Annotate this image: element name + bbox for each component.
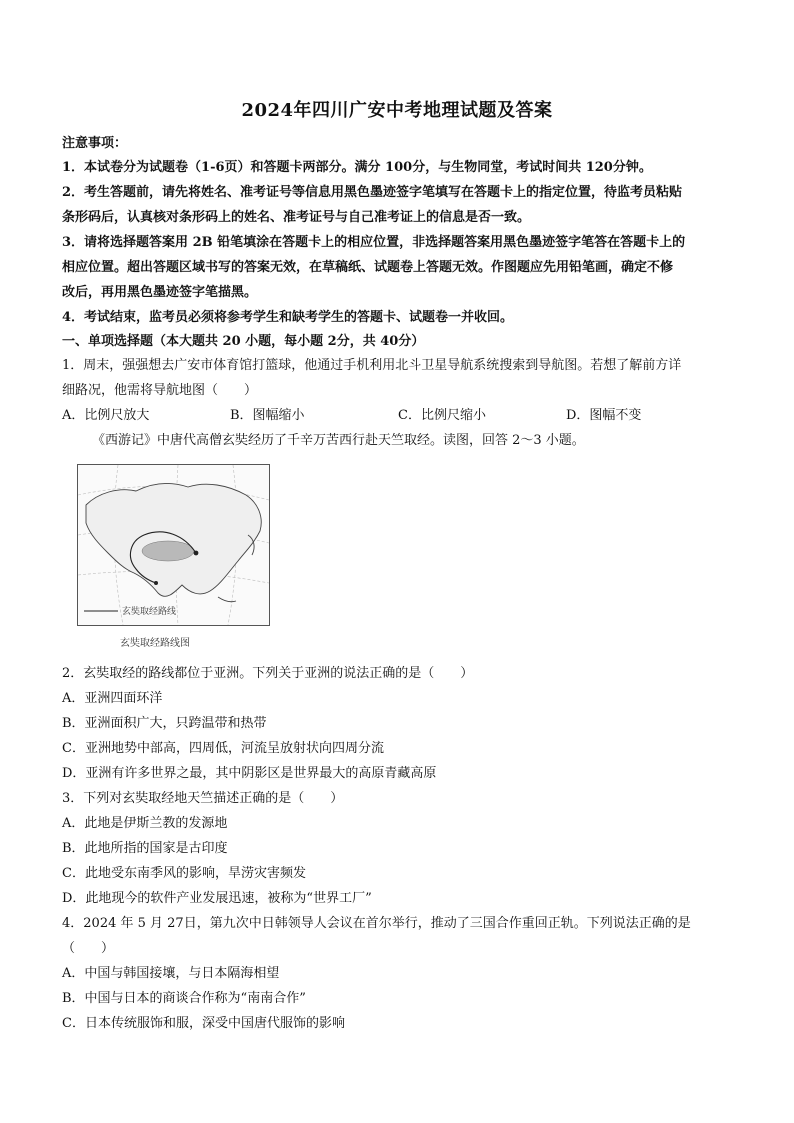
q1-stem-cont: 细路况，他需将导航地图（ ） bbox=[62, 383, 258, 398]
note-line: 2．考生答题前，请先将姓名、准考证号等信息用黑色墨迹签字笔填写在答题卡上的指定位置，待监考员粘贴 bbox=[62, 185, 683, 200]
q3-option-c: C．此地受东南季风的影响，旱涝灾害频发 bbox=[62, 866, 306, 881]
note-line: 3．请将选择题答案用 2B 铅笔填涂在答题卡上的相应位置，非选择题答案用黑色墨迹签字笔答在答题卡上的 bbox=[62, 235, 686, 250]
q2-option-c: C．亚洲地势中部高，四周低，河流呈放射状向四周分流 bbox=[62, 741, 384, 756]
q1-option-a: A．比例尺放大 bbox=[62, 408, 150, 423]
q1-option-b: B．图幅缩小 bbox=[230, 408, 305, 423]
section-heading: 一、单项选择题（本大题共 20 小题，每小题 2分，共 40分） bbox=[62, 334, 425, 349]
q3-option-b: B．此地所指的国家是古印度 bbox=[62, 841, 228, 856]
q3-option-d: D．此地现今的软件产业发展迅速，被称为“世界工厂” bbox=[62, 891, 372, 906]
q3-stem: 3．下列对玄奘取经地天竺描述正确的是（ ） bbox=[62, 791, 344, 806]
note-line: 相应位置。超出答题区域书写的答案无效，在草稿纸、试题卷上答题无效。作图题应先用铅笔画，确定不修 bbox=[62, 260, 674, 275]
q4-stem-cont: （ ） bbox=[62, 941, 115, 956]
q2-option-b: B．亚洲面积广大，只跨温带和热带 bbox=[62, 716, 267, 731]
q2-option-a: A．亚洲四面环洋 bbox=[62, 691, 163, 706]
q1-stem: 1．周末，强强想去广安市体育馆打篮球，他通过手机利用北斗卫星导航系统搜索到导航图。若想了解前方详 bbox=[62, 358, 682, 373]
note-line: 4．考试结束，监考员必须将参考学生和缺考学生的答题卡、试题卷一并收回。 bbox=[62, 310, 514, 325]
q1-option-c: C．比例尺缩小 bbox=[398, 408, 486, 423]
q4-option-c: C．日本传统服饰和服，深受中国唐代服饰的影响 bbox=[62, 1016, 345, 1031]
q2-stem: 2．玄奘取经的路线都位于亚洲。下列关于亚洲的说法正确的是（ ） bbox=[62, 666, 474, 681]
q4-option-b: B．中国与日本的商谈合作称为“南南合作” bbox=[62, 991, 306, 1006]
asia-map-figure bbox=[78, 465, 269, 625]
changan-marker bbox=[194, 551, 199, 556]
tianzhu-marker bbox=[154, 581, 158, 585]
note-line: 1．本试卷分为试题卷（1-6页）和答题卡两部分。满分 100分，与生物同堂，考试时间共 120分钟。 bbox=[62, 160, 652, 175]
q2-option-d: D．亚洲有许多世界之最，其中阴影区是世界最大的高原青藏高原 bbox=[62, 766, 437, 781]
q4-option-a: A．中国与韩国接壤，与日本隔海相望 bbox=[62, 966, 280, 981]
q4-stem: 4．2024 年 5 月 27日，第九次中日韩领导人会议在首尔举行，推动了三国合作重回正轨。下列说法正确的是 bbox=[62, 916, 691, 931]
note-line: 条形码后，认真核对条形码上的姓名、准考证号与自己准考证上的信息是否一致。 bbox=[62, 210, 531, 225]
q3-option-a: A．此地是伊斯兰教的发源地 bbox=[62, 816, 228, 831]
map-legend: 玄奘取经路线 bbox=[122, 607, 177, 617]
q1-option-d: D．图幅不变 bbox=[566, 408, 642, 423]
note-line: 改后，再用黑色墨迹签字笔描黑。 bbox=[62, 285, 258, 300]
page-title: 2024年四川广安中考地理试题及答案 bbox=[241, 100, 553, 121]
map-caption: 玄奘取经路线图 bbox=[120, 638, 190, 649]
q2-3-intro: 《西游记》中唐代高僧玄奘经历了千辛万苦西行赴天竺取经。读图，回答 2～3 小题。 bbox=[92, 433, 585, 448]
xuanzang-route-map bbox=[77, 464, 270, 626]
notes-heading: 注意事项： bbox=[62, 136, 128, 151]
